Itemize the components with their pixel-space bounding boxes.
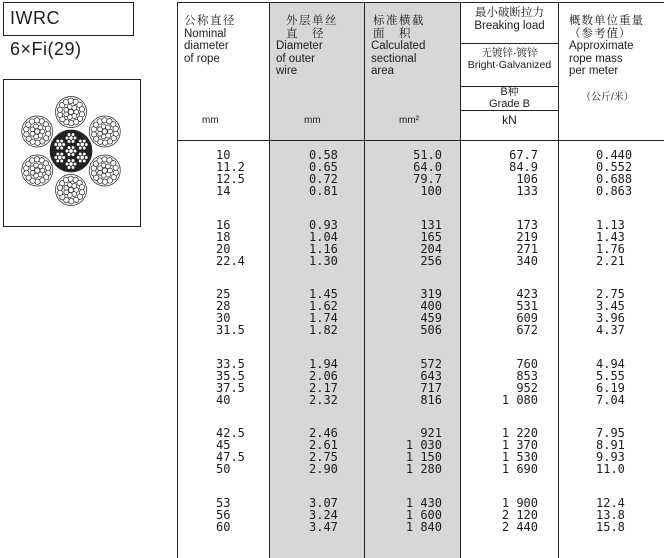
outer-strand-wire (34, 124, 39, 129)
outer-wire-diameter-cell (270, 280, 365, 350)
approx-mass-value: 3.45 (596, 300, 664, 312)
core-wire (54, 143, 58, 147)
outer-wire-diameter-cell (270, 419, 365, 489)
rope-cross-section-diagram (3, 79, 141, 227)
outer-strand-wire (102, 179, 107, 184)
outer-wire-diameter-value: 2.61 (309, 439, 364, 451)
core-wire (56, 152, 60, 156)
nominal-diameter-cell (178, 211, 270, 281)
breaking-load-value: 1 080 (498, 394, 538, 406)
header-breaking-unit: kN (461, 113, 558, 127)
header-mass-cn2: （参考值） (569, 28, 664, 41)
outer-wire-diameter-value: 3.24 (309, 509, 364, 521)
breaking-load-value: 219 (498, 231, 538, 243)
header-mass-cn: 概数单位重量 (569, 15, 664, 28)
header-nominal-unit: mm (202, 115, 269, 128)
nominal-diameter-value: 35.5 (216, 370, 269, 382)
header-approx-mass (559, 3, 664, 141)
outer-strand-wire (69, 121, 74, 126)
header-outer-wire-en-2: of outer (276, 53, 364, 66)
core-wire (76, 156, 80, 160)
core-wire (71, 133, 75, 137)
spec-table-body (178, 141, 664, 558)
outer-strand-wire (57, 112, 62, 117)
outer-wire-diameter-value: 1.45 (309, 288, 364, 300)
approx-mass-value: 11.0 (596, 463, 664, 475)
nominal-diameter-value: 22.4 (216, 255, 269, 267)
outer-wire-diameter-cell (270, 211, 365, 281)
outer-wire-diameter-value: 1.74 (309, 312, 364, 324)
core-wire (78, 146, 82, 150)
outer-wire-diameter-value: 2.06 (309, 370, 364, 382)
sectional-area-value: 1 600 (365, 509, 442, 521)
approx-mass-cell (559, 141, 664, 211)
outer-wire-diameter-value: 2.90 (309, 463, 364, 475)
header-mass-en-3: per meter (569, 65, 664, 78)
outer-strand-wire (64, 112, 69, 117)
core-wire (60, 146, 64, 150)
outer-wire-diameter-value: 1.30 (309, 255, 364, 267)
outer-strand-wire (30, 170, 35, 175)
nominal-diameter-value: 42.5 (216, 427, 269, 439)
outer-strand-wire (45, 165, 50, 170)
table-row-group (178, 419, 664, 489)
breaking-load-cell (461, 419, 559, 489)
outer-strand-wire (106, 125, 111, 130)
outer-strand-wire (67, 105, 72, 110)
nominal-diameter-value: 28 (216, 300, 269, 312)
outer-strand-wire (98, 170, 103, 175)
nominal-diameter-value: 16 (216, 219, 269, 231)
outer-wire-diameter-cell (270, 350, 365, 420)
breaking-load-value: 1 370 (498, 439, 538, 451)
nominal-diameter-value: 33.5 (216, 358, 269, 370)
breaking-load-value: 760 (498, 358, 538, 370)
nominal-diameter-value: 45 (216, 439, 269, 451)
approx-mass-cell (559, 280, 664, 350)
core-wire (84, 156, 88, 160)
table-row-group (178, 350, 664, 420)
outer-strand-wire (106, 133, 111, 138)
core-wire (73, 149, 77, 153)
header-nominal-diameter (178, 3, 270, 141)
approx-mass-value: 1.13 (596, 219, 664, 231)
nominal-diameter-cell (178, 419, 270, 489)
core-wire (67, 133, 71, 137)
core-wire (60, 152, 64, 156)
outer-wire-diameter-cell (270, 141, 365, 211)
core-wire (65, 162, 69, 166)
sectional-area-value: 1 280 (365, 463, 442, 475)
breaking-load-value: 133 (498, 185, 538, 197)
approx-mass-value: 0.863 (596, 185, 664, 197)
approx-mass-value: 7.04 (596, 394, 664, 406)
approx-mass-cell (559, 211, 664, 281)
breaking-load-value: 531 (498, 300, 538, 312)
breaking-load-value: 1 220 (498, 427, 538, 439)
approx-mass-value: 6.19 (596, 382, 664, 394)
approx-mass-value: 15.8 (596, 521, 664, 533)
rope-title: IWRC 6×Fi(29) (3, 2, 134, 36)
outer-strand-wire (98, 131, 103, 136)
rope-spec-table (177, 2, 664, 558)
outer-strand-wire (38, 164, 43, 169)
nominal-diameter-value: 47.5 (216, 451, 269, 463)
outer-strand-wire (79, 107, 84, 112)
sectional-area-value: 131 (365, 219, 442, 231)
approx-mass-cell (559, 419, 664, 489)
core-wire (82, 139, 86, 143)
sectional-area-value: 506 (365, 324, 442, 336)
breaking-load-value: 340 (498, 255, 538, 267)
outer-strand-wire (102, 140, 107, 145)
core-wire (67, 159, 71, 163)
breaking-load-cell (461, 489, 559, 558)
breaking-load-value: 1 900 (498, 497, 538, 509)
approx-mass-value: 2.21 (596, 255, 664, 267)
outer-strand-wire (38, 172, 43, 177)
sectional-area-value: 572 (365, 358, 442, 370)
core-wire (78, 152, 82, 156)
header-breaking-title (461, 3, 558, 44)
core-wire (67, 153, 71, 157)
rope-cross-section-icon (4, 80, 139, 225)
breaking-load-value: 67.7 (498, 149, 538, 161)
nominal-diameter-value: 53 (216, 497, 269, 509)
sectional-area-value: 459 (365, 312, 442, 324)
outer-strand-wire (38, 125, 43, 130)
outer-strand-wire (102, 157, 107, 162)
sectional-area-value: 1 030 (365, 439, 442, 451)
approx-mass-value: 0.688 (596, 173, 664, 185)
outer-wire-diameter-value: 0.58 (309, 149, 364, 161)
nominal-diameter-cell (178, 141, 270, 211)
core-wire (76, 143, 80, 147)
breaking-load-value: 1 690 (498, 463, 538, 475)
core-wire (82, 146, 86, 150)
outer-strand-wire (45, 126, 50, 131)
core-wire (71, 159, 75, 163)
sectional-area-value: 51.0 (365, 149, 442, 161)
breaking-load-value: 672 (498, 324, 538, 336)
approx-mass-value: 8.91 (596, 439, 664, 451)
approx-mass-value: 1.43 (596, 231, 664, 243)
sectional-area-value: 921 (365, 427, 442, 439)
breaking-load-value: 2 440 (498, 521, 538, 533)
sectional-area-value: 79.7 (365, 173, 442, 185)
outer-wire-diameter-value: 1.82 (309, 324, 364, 336)
approx-mass-value: 12.4 (596, 497, 664, 509)
breaking-load-value: 853 (498, 370, 538, 382)
header-sectional-en-2: sectional (371, 53, 460, 66)
breaking-load-cell (461, 211, 559, 281)
nominal-diameter-value: 60 (216, 521, 269, 533)
core-wire (56, 159, 60, 163)
outer-wire-diameter-value: 2.32 (309, 394, 364, 406)
header-grade-en: Grade B (461, 99, 558, 111)
header-breaking-cn: 最小破断拉力 (461, 7, 558, 20)
header-mass-en-1: Approximate (569, 40, 664, 53)
nominal-diameter-value: 31.5 (216, 324, 269, 336)
approx-mass-cell (559, 350, 664, 420)
sectional-area-value: 100 (365, 185, 442, 197)
outer-strand-wire (106, 164, 111, 169)
header-breaking-load (461, 3, 559, 141)
nominal-diameter-value: 11.2 (216, 161, 269, 173)
outer-strand-wire (113, 126, 118, 131)
outer-wire-diameter-cell (270, 489, 365, 558)
nominal-diameter-cell (178, 489, 270, 558)
breaking-load-value: 423 (498, 288, 538, 300)
breaking-load-value: 609 (498, 312, 538, 324)
sectional-area-value: 204 (365, 243, 442, 255)
sectional-area-value: 816 (365, 394, 442, 406)
header-row (178, 3, 664, 141)
header-breaking-en: Breaking load (461, 20, 558, 33)
nominal-diameter-value: 56 (216, 509, 269, 521)
outer-strand-wire (57, 190, 62, 195)
core-wire (65, 149, 69, 153)
header-finish-cn: 无镀锌·镀锌 (461, 47, 558, 59)
outer-wire-diameter-value: 0.65 (309, 161, 364, 173)
approx-mass-value: 2.75 (596, 288, 664, 300)
outer-wire-diameter-value: 0.72 (309, 173, 364, 185)
nominal-diameter-value: 14 (216, 185, 269, 197)
approx-mass-value: 0.440 (596, 149, 664, 161)
header-nominal-en-1: Nominal (184, 28, 269, 41)
outer-strand-wire (38, 133, 43, 138)
header-breaking-grade (461, 87, 558, 111)
outer-wire-diameter-value: 3.47 (309, 521, 364, 533)
outer-strand-wire (30, 131, 35, 136)
sectional-area-value: 256 (365, 255, 442, 267)
core-wire (78, 159, 82, 163)
nominal-diameter-value: 40 (216, 394, 269, 406)
nominal-diameter-cell (178, 280, 270, 350)
outer-strand-wire (106, 172, 111, 177)
nominal-diameter-value: 18 (216, 231, 269, 243)
breaking-load-value: 84.9 (498, 161, 538, 173)
outer-strand-wire (101, 124, 106, 129)
sectional-area-value: 400 (365, 300, 442, 312)
outer-strand-wire (68, 98, 73, 103)
core-wire (71, 140, 75, 144)
header-mass-unit: （公斤/米） (581, 92, 664, 105)
outer-strand-wire (68, 176, 73, 181)
header-sectional-cn: 标准横截 (371, 15, 460, 28)
breaking-load-cell (461, 280, 559, 350)
approx-mass-value: 9.93 (596, 451, 664, 463)
header-nominal-en-3: of rope (184, 53, 269, 66)
outer-strand-wire (91, 171, 96, 176)
header-outer-wire-en-1: Diameter (276, 40, 364, 53)
core-wire (67, 166, 71, 170)
core-wire (56, 146, 60, 150)
header-mass-en-2: rope mass (569, 53, 664, 66)
header-finish-en: Bright·Galvanized (461, 59, 558, 71)
core-wire (62, 156, 66, 160)
outer-wire-diameter-value: 0.93 (309, 219, 364, 231)
outer-wire-diameter-value: 0.81 (309, 185, 364, 197)
header-grade-cn: B种 (461, 87, 558, 99)
outer-wire-diameter-value: 3.07 (309, 497, 364, 509)
outer-strand-wire (72, 106, 77, 111)
header-outer-wire-cn2: 直 径 (276, 28, 364, 41)
nominal-diameter-cell (178, 350, 270, 420)
core-wire (56, 139, 60, 143)
outer-wire-diameter-value: 1.94 (309, 358, 364, 370)
breaking-load-cell (461, 350, 559, 420)
breaking-load-cell (461, 141, 559, 211)
header-sectional-area (365, 3, 461, 141)
outer-strand-wire (72, 184, 77, 189)
header-sectional-cn2: 面 积 (371, 28, 460, 41)
nominal-diameter-value: 50 (216, 463, 269, 475)
outer-strand-wire (101, 163, 106, 168)
sectional-area-cell (365, 280, 461, 350)
outer-wire-diameter-value: 1.16 (309, 243, 364, 255)
sectional-area-value: 64.0 (365, 161, 442, 173)
header-sectional-unit: mm² (399, 115, 460, 128)
core-wire (65, 136, 69, 140)
nominal-diameter-value: 10 (216, 149, 269, 161)
breaking-load-value: 271 (498, 243, 538, 255)
outer-strand-wire (79, 185, 84, 190)
core-wire (60, 139, 64, 143)
approx-mass-value: 4.94 (596, 358, 664, 370)
sectional-area-cell (365, 211, 461, 281)
approx-mass-value: 5.55 (596, 370, 664, 382)
sectional-area-value: 165 (365, 231, 442, 243)
outer-wire-diameter-value: 2.75 (309, 451, 364, 463)
core-wire (82, 152, 86, 156)
nominal-diameter-value: 25 (216, 288, 269, 300)
header-outer-wire-unit: mm (304, 115, 364, 128)
core-wire (60, 159, 64, 163)
outer-wire-diameter-value: 2.17 (309, 382, 364, 394)
sectional-area-cell (365, 419, 461, 489)
core-wire (73, 136, 77, 140)
outer-strand-wire (64, 190, 69, 195)
outer-strand-wire (102, 118, 107, 123)
core-wire (54, 156, 58, 160)
core-wire (71, 146, 75, 150)
core-wire (71, 166, 75, 170)
table-row-group (178, 141, 664, 211)
outer-strand-wire (35, 140, 40, 145)
nominal-diameter-value: 30 (216, 312, 269, 324)
table-row-group (178, 280, 664, 350)
nominal-diameter-value: 12.5 (216, 173, 269, 185)
sectional-area-cell (365, 489, 461, 558)
header-breaking-finish (461, 44, 558, 87)
header-nominal-en-2: diameter (184, 40, 269, 53)
outer-strand-wire (113, 165, 118, 170)
outer-strand-wire (24, 171, 29, 176)
header-sectional-en-1: Calculated (371, 40, 460, 53)
header-outer-wire-en-3: wire (276, 65, 364, 78)
outer-strand-wire (24, 132, 29, 137)
core-wire (78, 139, 82, 143)
breaking-load-value: 2 120 (498, 509, 538, 521)
approx-mass-value: 3.96 (596, 312, 664, 324)
sectional-area-value: 1 430 (365, 497, 442, 509)
sectional-area-value: 643 (365, 370, 442, 382)
header-outer-wire-diameter (270, 3, 365, 141)
approx-mass-cell (559, 489, 664, 558)
table-row-group (178, 211, 664, 281)
header-sectional-en-3: area (371, 65, 460, 78)
outer-wire-diameter-value: 1.04 (309, 231, 364, 243)
outer-wire-diameter-value: 1.62 (309, 300, 364, 312)
header-nominal-cn: 公称直径 (184, 15, 269, 28)
approx-mass-value: 0.552 (596, 161, 664, 173)
core-wire (82, 159, 86, 163)
breaking-load-value: 952 (498, 382, 538, 394)
breaking-load-value: 1 530 (498, 451, 538, 463)
core-wire (84, 143, 88, 147)
outer-wire-diameter-value: 2.46 (309, 427, 364, 439)
header-outer-wire-cn: 外层单丝 (276, 15, 364, 28)
approx-mass-value: 1.76 (596, 243, 664, 255)
outer-strand-wire (35, 179, 40, 184)
breaking-load-value: 173 (498, 219, 538, 231)
sectional-area-value: 1 150 (365, 451, 442, 463)
approx-mass-value: 4.37 (596, 324, 664, 336)
outer-strand-wire (91, 132, 96, 137)
approx-mass-value: 13.8 (596, 509, 664, 521)
sectional-area-cell (365, 141, 461, 211)
outer-strand-wire (34, 163, 39, 168)
sectional-area-value: 717 (365, 382, 442, 394)
outer-strand-wire (67, 183, 72, 188)
outer-strand-wire (72, 192, 77, 197)
core-wire (71, 153, 75, 157)
core-wire (67, 140, 71, 144)
nominal-diameter-value: 37.5 (216, 382, 269, 394)
sectional-area-value: 1 840 (365, 521, 442, 533)
table-row-group (178, 489, 664, 558)
core-wire (73, 162, 77, 166)
outer-strand-wire (34, 157, 39, 162)
outer-strand-wire (34, 118, 39, 123)
breaking-load-value: 106 (498, 173, 538, 185)
core-wire (62, 143, 66, 147)
outer-strand-wire (69, 199, 74, 204)
approx-mass-value: 7.95 (596, 427, 664, 439)
sectional-area-cell (365, 350, 461, 420)
core-wire (67, 146, 71, 150)
outer-strand-wire (72, 114, 77, 119)
nominal-diameter-value: 20 (216, 243, 269, 255)
sectional-area-value: 319 (365, 288, 442, 300)
